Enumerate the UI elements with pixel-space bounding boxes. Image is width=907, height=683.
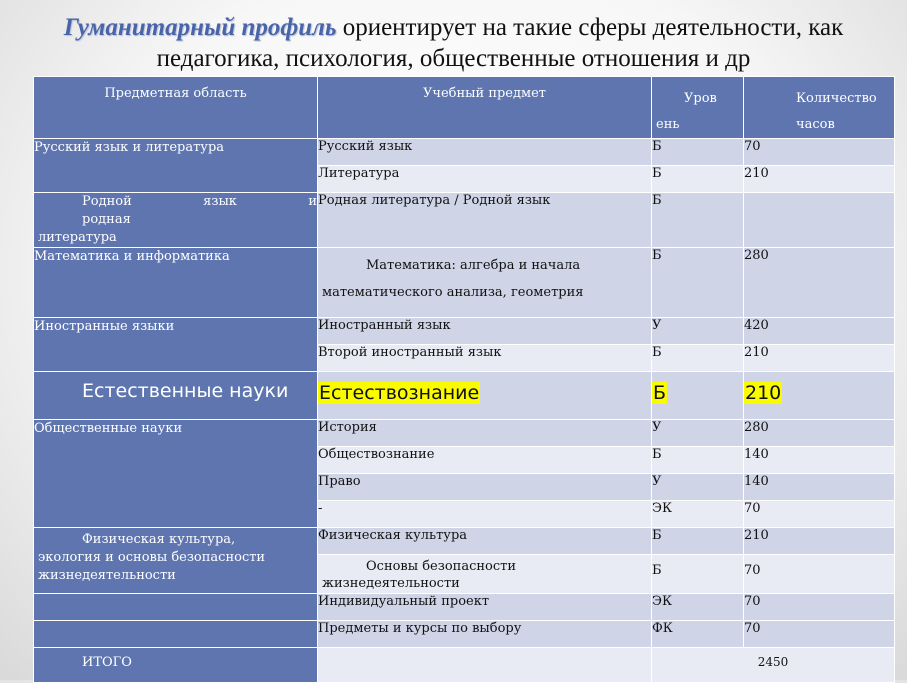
area-empty [34, 621, 318, 648]
header-area: Предметная область [34, 77, 318, 139]
subject-cell: Родная литература / Родной язык [318, 193, 652, 248]
table-row [34, 420, 895, 447]
table-row [34, 318, 895, 345]
subject-cell: Физическая культура [318, 528, 652, 555]
level-cell: ФК [652, 621, 744, 648]
subject-cell: Предметы и курсы по выбору [318, 621, 652, 648]
table-row [34, 193, 895, 248]
area-empty [34, 594, 318, 621]
hours-cell: 70 [744, 501, 895, 528]
highlighted-row [34, 372, 895, 420]
level-cell: Б [652, 139, 744, 166]
table-row [34, 621, 895, 648]
subject-cell: Индивидуальный проект [318, 594, 652, 621]
table-row [34, 528, 895, 555]
title-rest: ориентирует на такие сферы деятельности, как [342, 14, 844, 41]
hours-cell: 140 [744, 474, 895, 501]
hours-cell [744, 193, 895, 248]
area-foreign: Иностранные языки [34, 318, 318, 372]
hours-cell: 70 [744, 594, 895, 621]
level-cell: Б [652, 345, 744, 372]
subject-cell: Второй иностранный язык [318, 345, 652, 372]
level-cell: ЭК [652, 594, 744, 621]
level-cell: Б [652, 248, 744, 318]
level-cell: Б [652, 166, 744, 193]
area-native: Родной язык и родная литература [34, 193, 318, 248]
slide-title [0, 12, 907, 74]
hours-cell: 420 [744, 318, 895, 345]
hours-cell: 210 [744, 528, 895, 555]
curriculum-table [33, 76, 895, 683]
header-subject: Учебный предмет [318, 77, 652, 139]
total-label: ИТОГО [34, 648, 318, 683]
level-cell: Б [652, 447, 744, 474]
level-cell: Б [652, 528, 744, 555]
area-fiz: Физическая культура, экология и основы безопасности жизнедеятельности [34, 528, 318, 594]
hours-cell: 140 [744, 447, 895, 474]
total-spacer [318, 648, 652, 683]
level-cell: У [652, 318, 744, 345]
hours-cell: 70 [744, 555, 895, 594]
level-cell: ЭК [652, 501, 744, 528]
subject-cell: Обществознание [318, 447, 652, 474]
table-row [34, 594, 895, 621]
total-value: 2450 [652, 648, 895, 683]
area-russian: Русский язык и литература [34, 139, 318, 193]
subject-cell: История [318, 420, 652, 447]
hours-cell: 280 [744, 248, 895, 318]
hours-cell: 70 [744, 139, 895, 166]
hours-cell: 70 [744, 621, 895, 648]
header-hours: Количество часов [744, 77, 895, 139]
table-row [34, 248, 895, 318]
subject-cell: - [318, 501, 652, 528]
subject-cell: Математика: алгебра и начала математического анализа, геометрия [318, 248, 652, 318]
hours-cell: 280 [744, 420, 895, 447]
table-row [34, 139, 895, 166]
header-row [34, 77, 895, 139]
title-line2: педагогика, психология, общественные отношения и др [156, 45, 751, 72]
hours-cell: 210 [744, 372, 895, 420]
area-social: Общественные науки [34, 420, 318, 528]
area-natural: Естественные науки [34, 372, 318, 420]
subject-cell: Иностранный язык [318, 318, 652, 345]
title-accent: Гуманитарный профиль [63, 14, 337, 41]
level-cell: Б [652, 372, 744, 420]
level-cell: Б [652, 555, 744, 594]
level-cell: Б [652, 193, 744, 248]
subject-cell: Русский язык [318, 139, 652, 166]
total-row [34, 648, 895, 683]
subject-cell: Основы безопасности жизнедеятельности [318, 555, 652, 594]
subject-cell: Естествознание [318, 372, 652, 420]
subject-cell: Литература [318, 166, 652, 193]
area-math: Математика и информатика [34, 248, 318, 318]
level-cell: У [652, 474, 744, 501]
subject-cell: Право [318, 474, 652, 501]
level-cell: У [652, 420, 744, 447]
hours-cell: 210 [744, 166, 895, 193]
header-level: Уров ень [652, 77, 744, 139]
hours-cell: 210 [744, 345, 895, 372]
